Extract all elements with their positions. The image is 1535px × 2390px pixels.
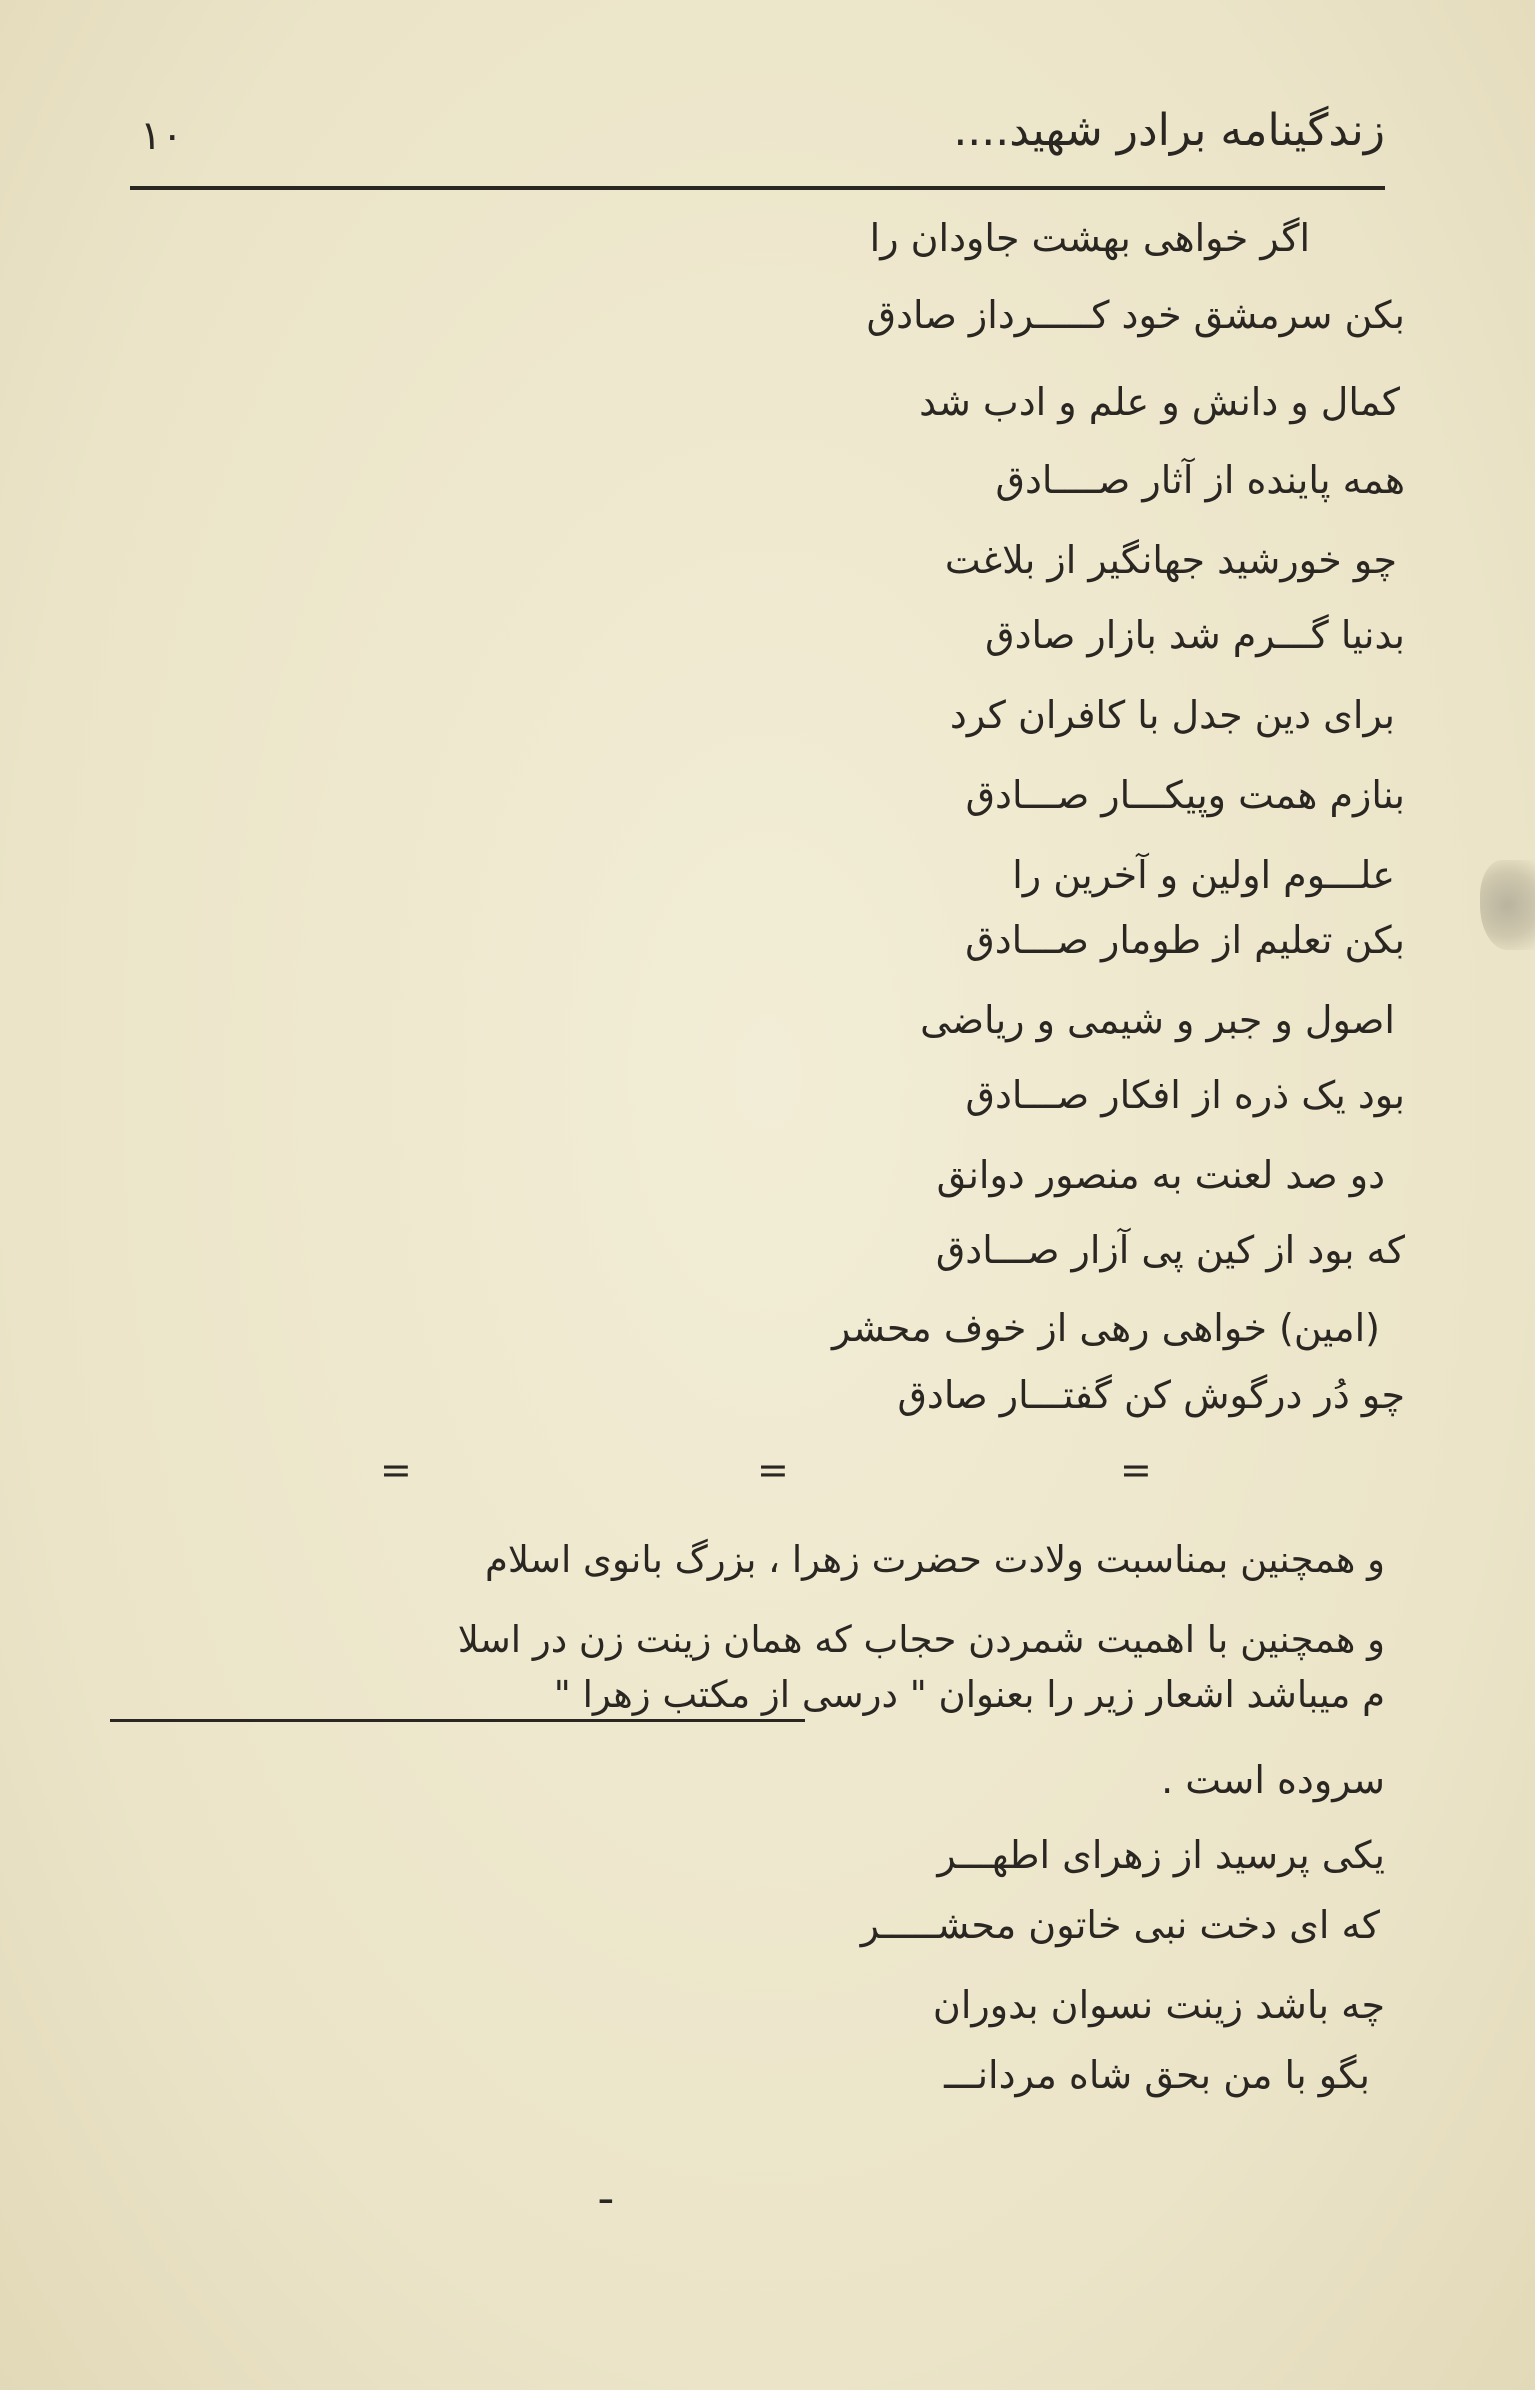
poem-line: اصول و جبر و شیمی و ریاضی: [920, 998, 1395, 1042]
poem-line: یکی پرسید از زهرای اطهـــر: [937, 1833, 1385, 1877]
poem-line: همه پاینده از آثار صــــادق: [995, 458, 1405, 502]
prose-line: سروده است .: [1161, 1758, 1385, 1802]
header-rule: [130, 186, 1385, 190]
poem-line: اگر خواهی بهشت جاودان را: [869, 216, 1310, 260]
poem-line: بود یک ذره از افکار صـــادق: [965, 1073, 1405, 1117]
poem-line: برای دین جدل با کافران کرد: [949, 693, 1395, 737]
poem-line: بکن سرمشق خود کـــــرداز صادق: [866, 293, 1405, 337]
prose-line: و همچنین بمناسبت ولادت حضرت زهرا ، بزرگ بانوی اسلام: [484, 1538, 1385, 1581]
poem-line: بنازم همت وپیکـــار صـــادق: [965, 773, 1405, 817]
poem-line: کمال و دانش و علم و ادب شد: [919, 380, 1400, 424]
page-header: [140, 105, 1385, 185]
separator-mark: =: [1120, 1448, 1152, 1492]
poem-line: (امین) خواهی رهی از خوف محشر: [832, 1306, 1380, 1350]
running-title: زندگینامه برادر شهید....: [953, 105, 1385, 156]
poem-line: بکن تعلیم از طومار صـــادق: [965, 918, 1405, 962]
poem-line: که بود از کین پی آزار صـــادق: [935, 1228, 1405, 1272]
page-number: ۱۰: [140, 113, 183, 159]
title-underline: [110, 1719, 805, 1722]
paper-stain: [1480, 860, 1535, 950]
separator-mark: =: [380, 1448, 412, 1492]
poem-line: بگو با من بحق شاه مردانـــ: [944, 2053, 1370, 2097]
poem-line: که ای دخت نبی خاتون محشـــــر: [860, 1903, 1380, 1947]
prose-line: و همچنین با اهمیت شمردن حجاب که همان زینت زن در اسلا: [457, 1618, 1385, 1661]
poem-line: چو دُر درگوش کن گفتـــار صادق: [897, 1373, 1405, 1417]
prose-line: م میباشد اشعار زیر را بعنوان " درسی از مکتب زهرا ": [553, 1673, 1385, 1716]
poem-line: دو صد لعنت به منصور دوانق: [936, 1153, 1385, 1197]
separator-mark: =: [757, 1448, 789, 1492]
poem-line: چه باشد زینت نسوان بدوران: [932, 1983, 1385, 2027]
poem-line: علـــوم اولین و آخرین را: [1012, 853, 1395, 897]
poem-line: چو خورشید جهانگیر از بلاغت: [944, 538, 1397, 582]
footer-mark: ـ: [600, 2167, 612, 2213]
poem-line: بدنیا گـــرم شد بازار صادق: [985, 613, 1405, 657]
